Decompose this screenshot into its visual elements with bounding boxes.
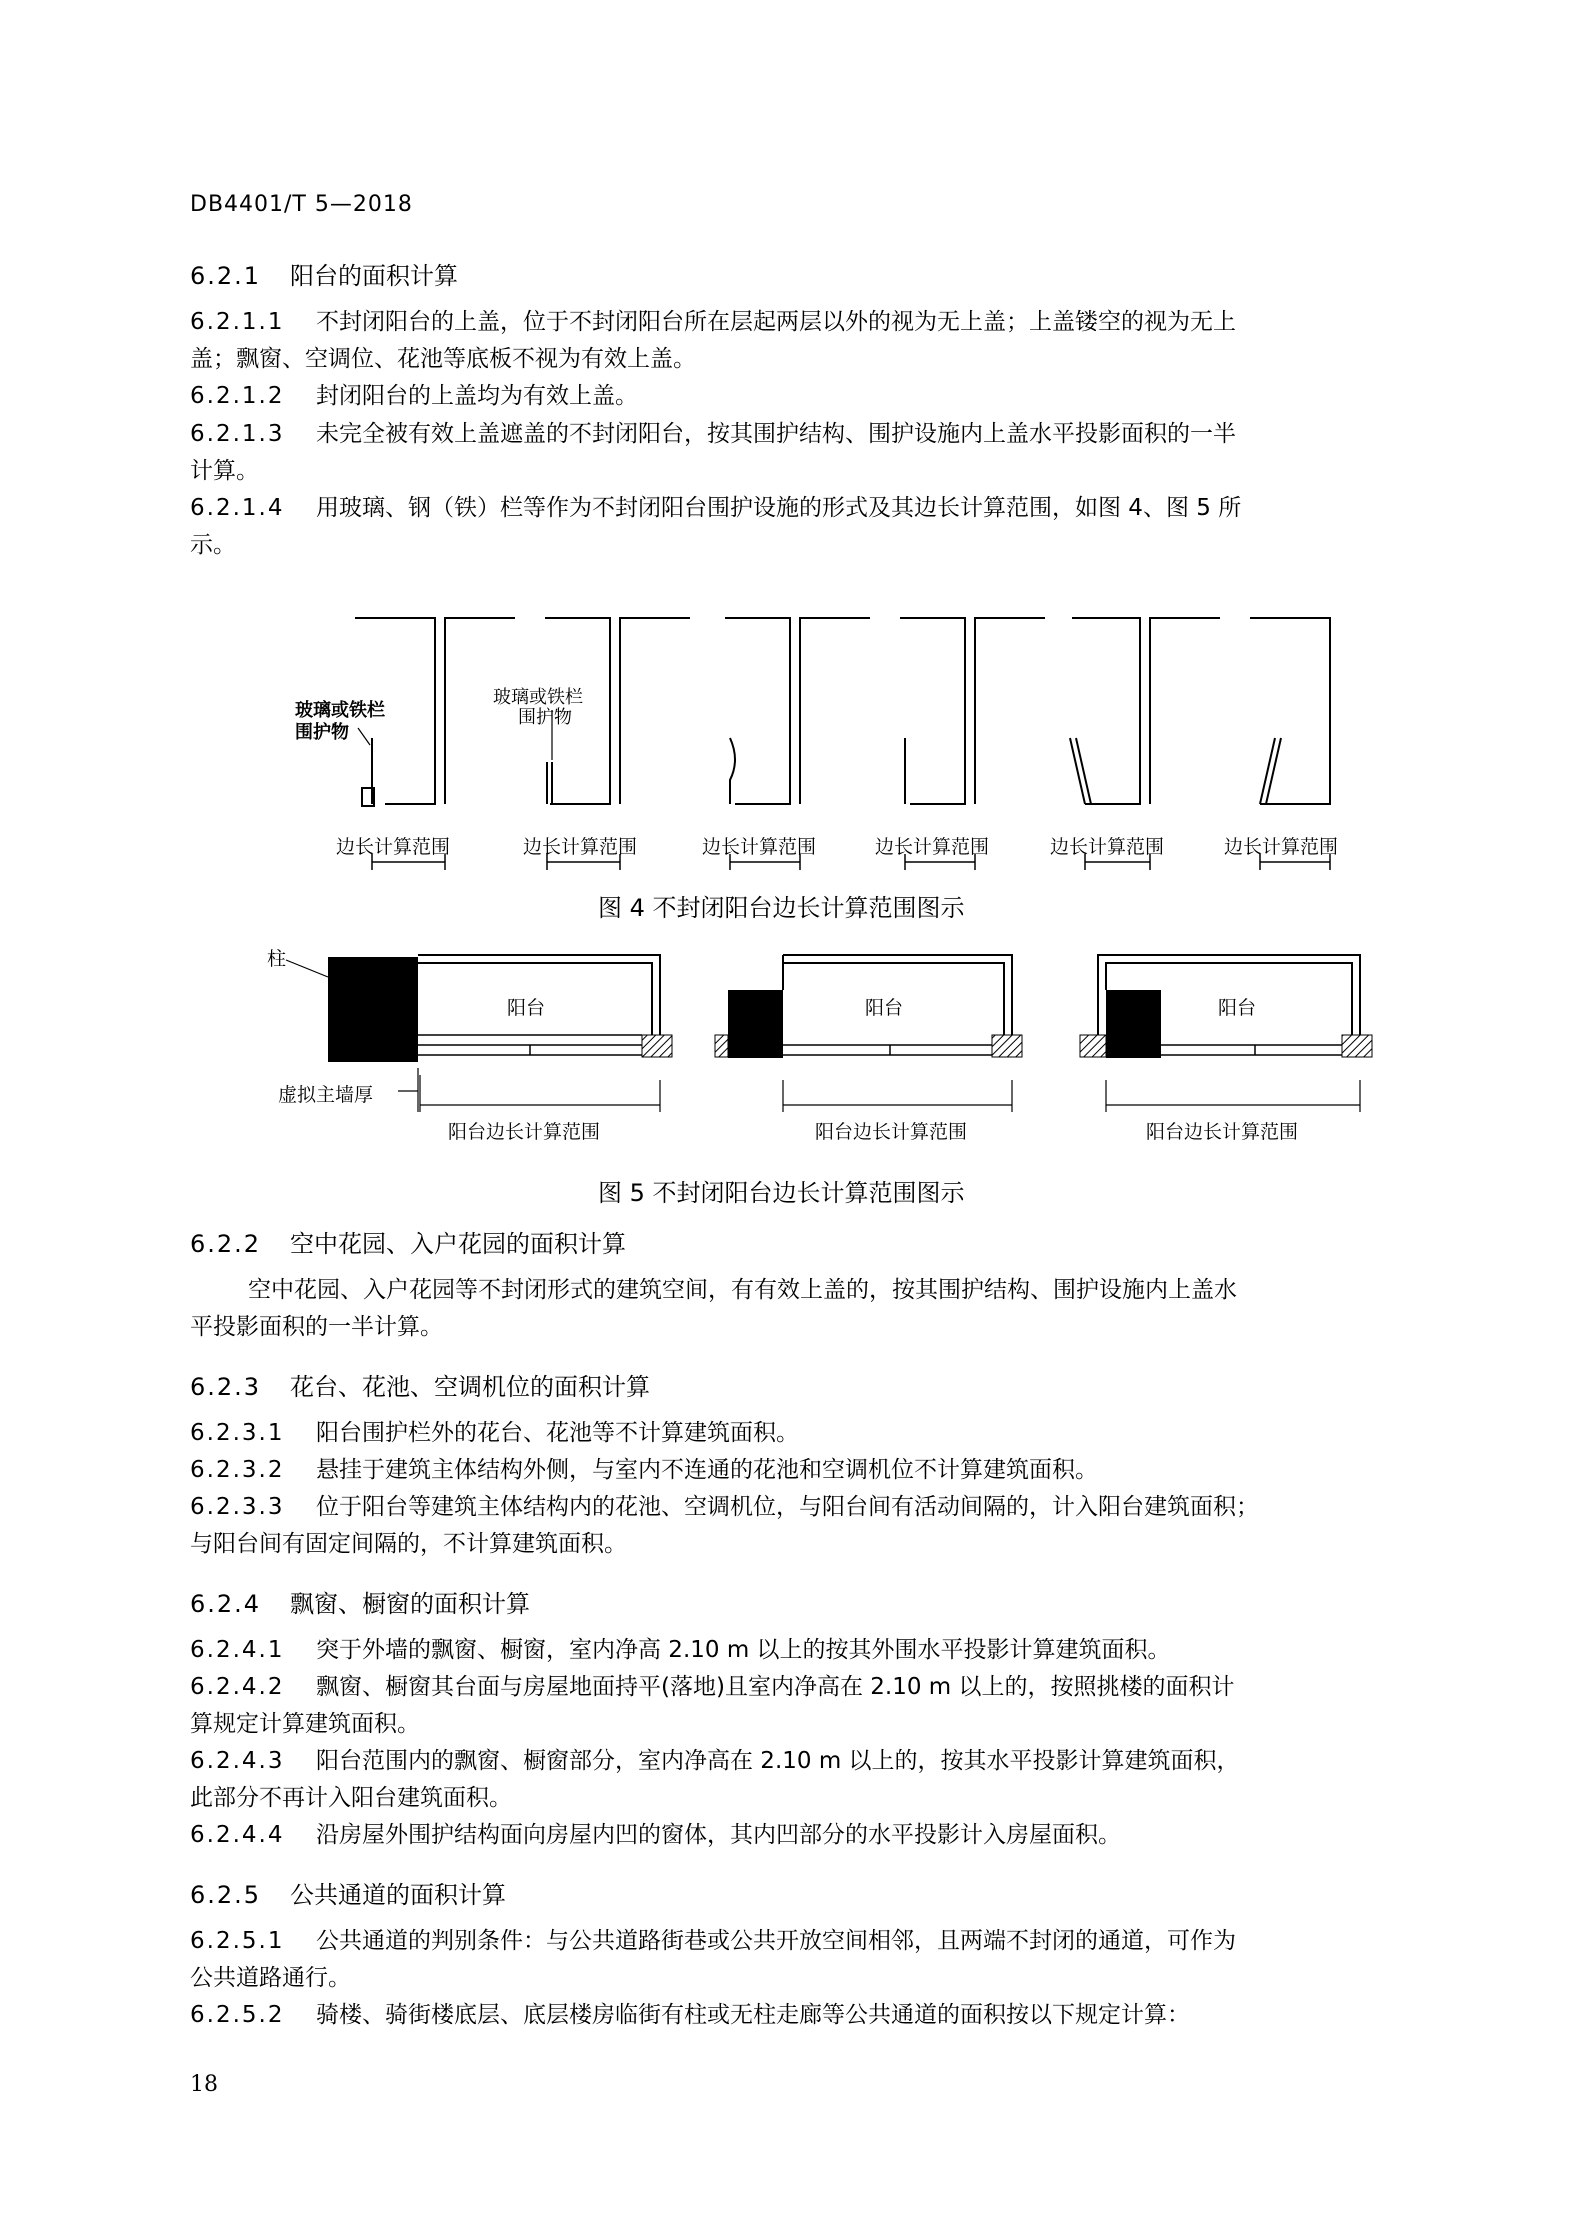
section-title: 花台、花池、空调机位的面积计算 [290, 1373, 650, 1401]
fig5-balcony-label-3: 阳台 [1218, 997, 1257, 1019]
clause-6-2-1-1-cont: 盖；飘窗、空调位、花池等底板不视为有效上盖。 [190, 346, 696, 372]
section-heading-6-2-2 [190, 1224, 626, 1259]
fig4-label-guard-1: 围护物 [295, 722, 349, 743]
clause-text: 沿房屋外围护结构面向房屋内凹的窗体，其内凹部分的水平投影计入房屋面积。 [316, 1822, 1121, 1848]
fig4-label-guard-2: 围护物 [518, 707, 572, 728]
document-header: DB4401/T 5—2018 [190, 192, 413, 217]
fig5-unit-3 [1080, 955, 1372, 1112]
clause-6-2-4-1 [190, 1637, 1171, 1665]
paragraph-6-2-2-cont: 平投影面积的一半计算。 [190, 1314, 443, 1340]
clause-text: 阳台围护栏外的花台、花池等不计算建筑面积。 [316, 1420, 799, 1446]
fig4-range-label-1: 边长计算范围 [336, 836, 451, 858]
fig5-column-label: 柱 [267, 948, 287, 970]
clause-6-2-4-3-cont: 此部分不再计入阳台建筑面积。 [190, 1785, 512, 1811]
clause-6-2-1-4 [190, 495, 1241, 523]
section-title: 阳台的面积计算 [290, 262, 458, 290]
clause-number: 6.2.1.1 [190, 309, 285, 335]
fig5-unit-2 [715, 955, 1022, 1112]
clause-text: 公共通道的判别条件：与公共道路街巷或公共开放空间相邻，且两端不封闭的通道，可作为 [316, 1928, 1236, 1954]
section-title: 空中花园、入户花园的面积计算 [290, 1230, 626, 1258]
clause-6-2-1-2 [190, 383, 638, 411]
clause-number: 6.2.3.3 [190, 1494, 285, 1520]
clause-number: 6.2.3.2 [190, 1457, 285, 1483]
clause-text: 悬挂于建筑主体结构外侧，与室内不连通的花池和空调机位不计算建筑面积。 [316, 1457, 1098, 1483]
page-number: 18 [190, 2072, 218, 2097]
fig4-range-label-3: 边长计算范围 [702, 836, 817, 858]
fig4-range-label-2: 边长计算范围 [523, 836, 638, 858]
fig5-virtual-wall-label: 虚拟主墙厚 [278, 1084, 374, 1106]
clause-number: 6.2.1.2 [190, 383, 285, 409]
fig4-range-label-4: 边长计算范围 [875, 836, 990, 858]
clause-6-2-3-1 [190, 1420, 799, 1448]
figure-4-caption: 图 4 不封闭阳台边长计算范围图示 [598, 894, 965, 922]
clause-6-2-1-3-cont: 计算。 [190, 458, 259, 484]
clause-number: 6.2.1.4 [190, 495, 285, 521]
fig4-label-glass-2: 玻璃或铁栏 [493, 687, 583, 708]
clause-6-2-5-1 [190, 1928, 1236, 1956]
clause-text: 位于阳台等建筑主体结构内的花池、空调机位，与阳台间有活动间隔的，计入阳台建筑面积； [316, 1494, 1259, 1520]
clause-text: 骑楼、骑街楼底层、底层楼房临街有柱或无柱走廊等公共通道的面积按以下规定计算： [316, 2002, 1190, 2028]
clause-number: 6.2.4.1 [190, 1637, 285, 1663]
clause-text: 飘窗、橱窗其台面与房屋地面持平(落地)且室内净高在 2.10 m 以上的，按照挑楼的面积计 [316, 1674, 1235, 1700]
clause-number: 6.2.4.2 [190, 1674, 285, 1700]
section-title: 公共通道的面积计算 [290, 1881, 506, 1909]
section-heading-6-2-5 [190, 1875, 506, 1910]
clause-6-2-3-3-cont: 与阳台间有固定间隔的，不计算建筑面积。 [190, 1531, 627, 1557]
clause-6-2-1-4-cont: 示。 [190, 532, 236, 558]
clause-text: 阳台范围内的飘窗、橱窗部分，室内净高在 2.10 m 以上的，按其水平投影计算建筑面积， [316, 1748, 1240, 1774]
clause-6-2-4-2-cont: 算规定计算建筑面积。 [190, 1711, 420, 1737]
clause-text: 突于外墙的飘窗、橱窗，室内净高 2.10 m 以上的按其外围水平投影计算建筑面积。 [316, 1637, 1171, 1663]
clause-number: 6.2.4.4 [190, 1822, 285, 1848]
clause-6-2-1-3 [190, 421, 1236, 449]
section-number: 6.2.2 [190, 1230, 262, 1258]
clause-6-2-3-2 [190, 1457, 1098, 1485]
clause-text: 未完全被有效上盖遮盖的不封闭阳台，按其围护结构、围护设施内上盖水平投影面积的一半 [316, 421, 1236, 447]
section-number: 6.2.3 [190, 1373, 262, 1401]
section-number: 6.2.4 [190, 1590, 262, 1618]
clause-6-2-5-2 [190, 2002, 1190, 2030]
clause-number: 6.2.4.3 [190, 1748, 285, 1774]
paragraph-6-2-2: 空中花园、入户花园等不封闭形式的建筑空间，有有效上盖的，按其围护结构、围护设施内上盖水 [248, 1277, 1237, 1303]
clause-6-2-1-1 [190, 309, 1236, 337]
section-number: 6.2.1 [190, 262, 262, 290]
fig4-range-label-5: 边长计算范围 [1050, 836, 1165, 858]
clause-text: 用玻璃、钢（铁）栏等作为不封闭阳台围护设施的形式及其边长计算范围，如图 4、图 5 所 [316, 495, 1242, 521]
fig4-label-glass-1: 玻璃或铁栏 [295, 700, 385, 721]
fig4-range-label-6: 边长计算范围 [1224, 836, 1339, 858]
clause-number: 6.2.3.1 [190, 1420, 285, 1446]
section-heading-6-2-1 [190, 256, 458, 291]
clause-6-2-4-2 [190, 1674, 1235, 1702]
fig5-balcony-label-1: 阳台 [507, 997, 546, 1019]
section-heading-6-2-4 [190, 1584, 530, 1619]
fig5-range-label-1: 阳台边长计算范围 [448, 1121, 601, 1143]
fig5-balcony-label-2: 阳台 [865, 997, 904, 1019]
clause-6-2-4-3 [190, 1748, 1240, 1776]
clause-6-2-4-4 [190, 1822, 1121, 1850]
section-number: 6.2.5 [190, 1881, 262, 1909]
clause-6-2-5-1-cont: 公共道路通行。 [190, 1965, 351, 1991]
clause-6-2-3-3 [190, 1494, 1259, 1522]
fig5-range-label-2: 阳台边长计算范围 [815, 1121, 968, 1143]
clause-text: 不封闭阳台的上盖，位于不封闭阳台所在层起两层以外的视为无上盖；上盖镂空的视为无上 [316, 309, 1236, 335]
section-heading-6-2-3 [190, 1367, 650, 1402]
clause-text: 封闭阳台的上盖均为有效上盖。 [316, 383, 638, 409]
section-title: 飘窗、橱窗的面积计算 [290, 1590, 530, 1618]
clause-number: 6.2.1.3 [190, 421, 285, 447]
figure-5-caption: 图 5 不封闭阳台边长计算范围图示 [598, 1179, 965, 1207]
clause-number: 6.2.5.1 [190, 1928, 285, 1954]
clause-number: 6.2.5.2 [190, 2002, 285, 2028]
fig5-range-label-3: 阳台边长计算范围 [1146, 1121, 1299, 1143]
